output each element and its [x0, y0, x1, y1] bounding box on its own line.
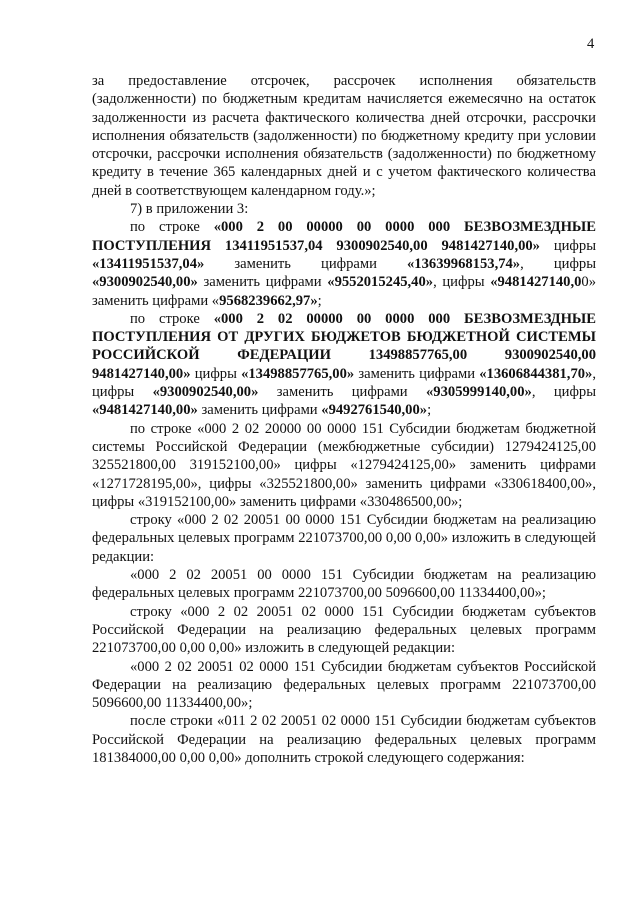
bold-text-segment: «9300902540,00»: [152, 384, 259, 401]
paragraph-line-20051-00-replace: [92, 511, 596, 566]
bold-text-segment: 9568239662,97»: [219, 292, 318, 309]
text-segment: заменить цифрами: [258, 384, 426, 401]
document-body: [92, 72, 596, 767]
text-segment: по строке «000 2 02 20000 00 0000 151 Субсидии бюджетам бюджетной системы Российской Федерации (межбюджетные субсидии) 1279424125,00 325521800,00 319152100,00» цифры «1279424125,00» заменить цифрами «1271728195,00», цифры «325521800,00» заменить цифрами «330618400,00», цифры «319152100,00» заменить цифрами «330486500,00»;: [92, 420, 596, 510]
paragraph-item-7-heading: [92, 200, 596, 218]
bold-text-segment: «13606844381,70»: [479, 365, 593, 382]
text-segment: по строке: [130, 310, 214, 327]
text-segment: заменить цифрами: [204, 255, 407, 272]
text-segment: , цифры: [531, 384, 597, 401]
bold-text-segment: «000 2 00 00000 00 0000 000 БЕЗВОЗМЕЗДНЫЕ ПОСТУПЛЕНИЯ 13411951537,04 9300902540,00 9481427140,00»: [92, 219, 596, 254]
text-segment: за предоставление отсрочек, рассрочек исполнения обязательств (задолженности) по бюджетным кредитам начисляется ежемесячно на остаток задолженности из расчета фактического количества дней отсрочки, рассрочки исполнения обязательств (задолженности) по бюджетному кредиту при условии отсрочки, рассрочки исполнения обязательств (задолженности) по бюджетному кредиту в течение 365 календарных дней и с учетом фактического количества дней в соответствующем календарном году.»;: [92, 73, 596, 199]
bold-text-segment: «13639968153,74»: [407, 255, 521, 272]
bold-text-segment: «000 2 02 00000 00 0000 000 БЕЗВОЗМЕЗДНЫЕ ПОСТУПЛЕНИЯ ОТ ДРУГИХ БЮДЖЕТОВ БЮДЖЕТНОЙ СИСТЕМЫ РОССИЙСКОЙ ФЕДЕРАЦИИ 13498857765,00 9300902540,00 9481427140,00»: [92, 310, 596, 382]
text-segment: после строки «011 2 02 20051 02 0000 151 Субсидии бюджетам субъектов Российской Федерации на реализацию федеральных целевых программ 181384000,00 0,00 0,00» дополнить строкой следующего содержания:: [92, 713, 596, 766]
paragraph-line-20051-02-replace: [92, 603, 596, 658]
bold-text-segment: «13411951537,04»: [92, 255, 205, 272]
text-segment: по строке: [130, 219, 214, 236]
bold-text-segment: «9492761540,00»: [321, 402, 428, 419]
text-segment: 7) в приложении 3:: [130, 201, 249, 218]
text-segment: «000 2 02 20051 02 0000 151 Субсидии бюджетам субъектов Российской Федерации на реализацию федеральных целевых программ 221073700,00 5096600,00 11334400,00»;: [92, 658, 596, 712]
text-segment: строку «000 2 02 20051 00 0000 151 Субсидии бюджетам на реализацию федеральных целевых программ 221073700,00 0,00 0,00» изложить в следующей редакции:: [92, 512, 596, 565]
bold-text-segment: «9300902540,00»: [92, 274, 198, 291]
text-segment: заменить цифрами: [197, 402, 322, 419]
bold-text-segment: «9481427140,00»: [92, 402, 198, 419]
text-segment: заменить цифрами: [197, 274, 328, 291]
paragraph-interest-accrual: [92, 72, 596, 200]
text-segment: цифры: [539, 237, 596, 254]
text-segment: , цифры: [433, 274, 491, 291]
paragraph-line-subsidies-20000: [92, 420, 596, 511]
text-segment: строку «000 2 02 20051 02 0000 151 Субсидии бюджетам субъектов Российской Федерации на реализацию федеральных целевых программ 221073700,00 0,00 0,00» изложить в следующей редакции:: [92, 603, 596, 657]
text-segment: , цифры: [92, 365, 596, 401]
paragraph-after-line-011: [92, 712, 596, 767]
text-segment: 0» заменить цифрами «: [92, 274, 597, 309]
text-segment: ;: [427, 402, 432, 419]
paragraph-line-20051-00-new: [92, 566, 596, 603]
bold-text-segment: «9552015245,40»: [327, 274, 434, 291]
bold-text-segment: «9481427140,0: [490, 274, 582, 291]
bold-text-segment: «13498857765,00»: [241, 365, 355, 382]
paragraph-line-gratuitous-receipts: [92, 218, 596, 309]
text-segment: ;: [317, 292, 322, 309]
text-segment: , цифры: [520, 255, 596, 272]
text-segment: заменить цифрами: [354, 365, 480, 382]
paragraph-line-receipts-from-other-budgets: [92, 310, 596, 420]
bold-text-segment: «9305999140,00»: [426, 384, 532, 401]
text-segment: цифры: [190, 365, 242, 382]
paragraph-line-20051-02-new: [92, 658, 596, 713]
text-segment: «000 2 02 20051 00 0000 151 Субсидии бюджетам на реализацию федеральных целевых программ 221073700,00 5096600,00 11334400,00»;: [92, 567, 596, 602]
page-number: 4: [587, 36, 595, 52]
